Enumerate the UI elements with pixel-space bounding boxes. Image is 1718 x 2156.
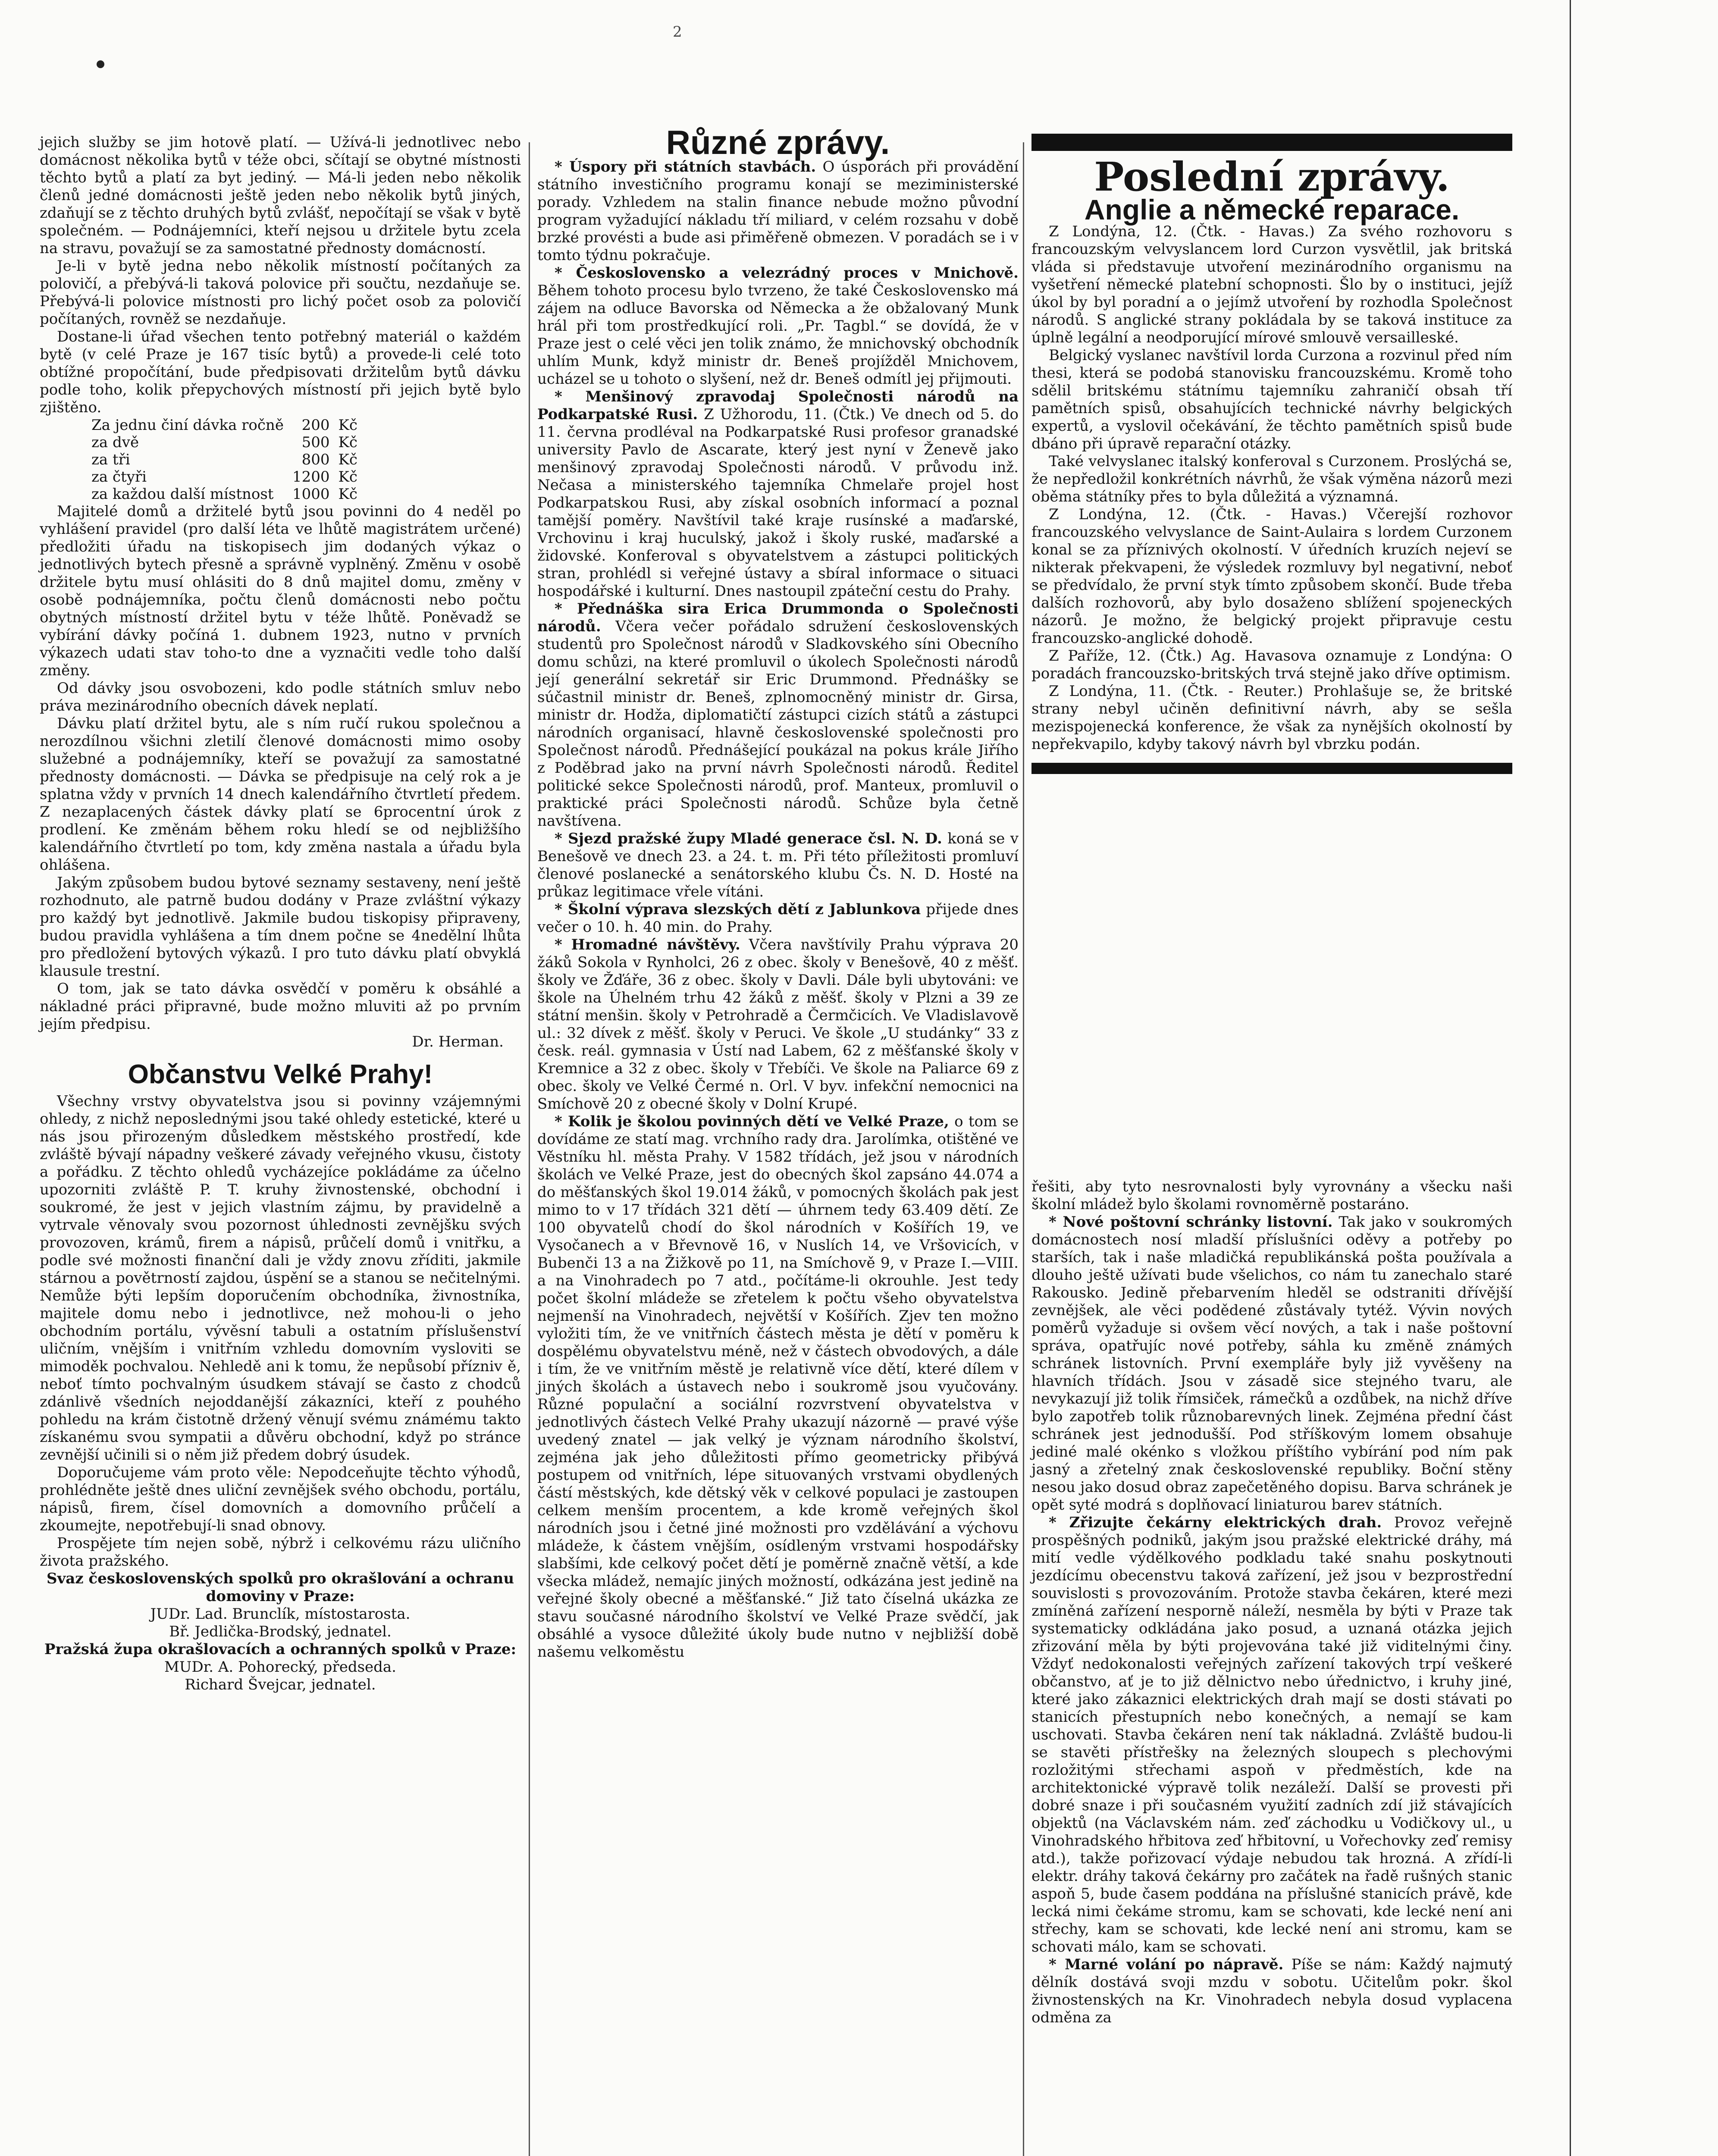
column-2 <box>537 123 1019 1661</box>
column-rule <box>529 142 530 2156</box>
author-signature: Dr. Herman. <box>412 1033 504 1050</box>
article-paragraph: Doporučujeme vám proto věle: Nepodceňujte těchto výhodů, prohlédněte ještě dnes uliční zevnějšek svého obchodu, portálu, nápisů, firem, čísel domovních a domovního průčelí a zkoumejte, nepotřebují-li snad obnovy. <box>40 1464 521 1534</box>
latest-news-banner: Poslední zprávy. <box>1094 154 1450 200</box>
article-paragraph: Z Londýna, 12. (Čtk. - Havas.) Včerejší rozhovor francouzského velvyslance de Saint-Aulaira s lordem Curzonem konal se za příznivých okolností. V úředních kruzích nejeví se nikterak překvapeni, že výsledek rozmluvy byl negativní, neboť se předvídalo, že první styk tímto způsobem skončí. Bude třeba dalších rozhovorů, aby bylo dosaženo sblížení spojeneckých názorů. Je možno, že belgický projekt připravuje cestu francouzsko-anglické dohodě. <box>1031 506 1512 647</box>
signatory: Bř. Jedlička-Brodský, jednatel. <box>169 1623 392 1640</box>
section-heading: Občanstvu Velké Prahy! <box>128 1059 433 1089</box>
article-paragraph: Belgický vyslanec navštívil lorda Curzona a rozvinul před ním thesi, která se podobá stanovisku francouzskému. Kromě toho sdělil britskému státnímu tajemníku zahraničí obsah tří pamětních spisů, obsahujících technické návrhy belgických expertů, a vyslovil očekávání, že těchto pamětních spisů bude dbáno při úpravě reparační otázky. <box>1031 347 1512 452</box>
signatory-org: Svaz československých spolků pro okrašlování a ochranu domoviny v Praze: <box>46 1570 514 1605</box>
page-number: 2 <box>673 23 682 41</box>
article-paragraph: Všechny vrstvy obyvatelstva jsou si povinny vzájemnými ohledy, z nichž neposlednými jsou také ohledy estetické, které u nás jsou přirozeným důsledkem městského prostředí, kde zvláště bývají nápadny veškeré závady veřejného vkusu, čistoty a pořádku. Z těchto ohledů vycházejíce pokládáme za účelno upozorniti zvláště P. T. kruhy živnostenské, obchodní i soukromé, že jest v jejich vlastním zájmu, by pravidelně a vytrvale věnovaly svou pozornost úhlednosti zevnějšku svých provozoven, krámů, firem a nápisů, průčelí domů i vnitřku, a podle své možnosti finanční dali je vždy znovu zříditi, jakmile stárnou a povětrností zajdou, úspění se a stanou se nečitelnými. Nemůže býti lepším doporučením obchodníka, živnostníka, majitele domu nebo i jednotlivce, než mohou-li o jeho obchodním portálu, vývěsní tabuli a ostatním příslušenství uličním, vnějším i vnitřním vzhledu domovním vysloviti se mimoděk pochvalou. Nehledě ani k tomu, že nepůsobí přízniv ě, neboť tímto pochvalným úsudkem stávají se často z chodců zdánlivě všedních nejoddanější zákazníci, kteří z pouhého pohledu na krám čistotně držený věnují svému známému takto získanému svou sympatii a důvěru obchodní, když po stránce zevnější učinili si o něm již předem dobrý úsudek. <box>40 1093 521 1463</box>
signatory-org: Pražská župa okrašlovacích a ochranných spolků v Praze: <box>44 1641 517 1658</box>
article-paragraph: Také velvyslanec italský konferoval s Curzonem. Proslýchá se, že nepředložil konkrétních návrhů, že však výměna názorů mezi oběma státníky přes to byla důležitá a významná. <box>1031 453 1512 505</box>
page-edge <box>1570 0 1571 2156</box>
news-item: * Úspory při státních stavbách. O úsporách při provádění státního investičního programu konají se meziministerské porady. Vzhledem na stalin finance nebude možno původní program vyžadující nákladu tří miliard, v celém rozsahu v době brzké provésti a bude asi přiměřeně obmezen. V poradách se i v tomto týdnu pokračuje. <box>537 158 1019 264</box>
article-paragraph: jejich služby se jim hotově platí. — Užívá-li jednotlivec nebo domácnost několika bytů v téže obci, sčítají se obytné místnosti těchto bytů a platí za byt jediný. — Má-li jeden nebo několik členů jedné domácnosti ještě jeden nebo několik bytů jiných, zdaňují se z těchto druhých bytů zvlášť, nepočítají se však v bytě společném. — Podnájemníci, kteří nejsou u držitele bytu zcela na stravu, považují se za samostatné přednosty domácností. <box>40 134 521 257</box>
news-item: * Československo a velezrádný proces v Mnichově. Během tohoto procesu bylo tvrzeno, že také Československo má zájem na odluce Bavorska od Německa a že obžalovaný Munk hrál při tom prostředkující roli. „Pr. Tagbl.“ se dovídá, že v Praze jest o celé věci jen tolik známo, že mnichovský obchodník uhlím Munk, když ministr dr. Beneš projížděl Mnichovem, ucházel se u tohoto o slyšení, než dr. Beneš odmítl jej přijmouti. <box>537 264 1019 388</box>
table-row: za každou další místnost 1000 Kč <box>91 486 357 503</box>
news-item: * Menšinový zpravodaj Společnosti národů na Podkarpatské Rusi. Z Užhorodu, 11. (Čtk.) Ve dnech od 5. do 11. června prodléval na Podkarpatské Rusi profesor granadské university Pavlo de Ascarate, který jest nyní v Ženevě jako menšinový zpravodaj Společnosti národů. V průvodu inž. Nečasa a ministerského tajemníka Chmelaře projel host Podkarpatskou Rusi, aby získal osobních informací a poznal tamější poměry. Navštívil také kraje rusínské a maďarské, Vrchovinu i kraj huculský, jakož i školy ruské, maďarské a židovské. Konferoval s obyvatelstvem a zástupci politických stran, prohlédl si veřejné ústavy a sbíral informace o situaci hospodářské i kulturní. Dnes nastoupil zpáteční cestu do Prahy. <box>537 388 1019 600</box>
tax-rate-table <box>91 417 366 503</box>
page-mark <box>97 60 104 68</box>
news-item: * Školní výprava slezských dětí z Jablunkova přijede dnes večer o 10. h. 40 min. do Prahy. <box>537 901 1019 936</box>
news-item: * Zřizujte čekárny elektrických drah. Provoz veřejně prospěšných podniků, jakým jsou pražské elektrické dráhy, má mití vedle výdělkového podkladu také snahu poskytnouti jezdícímu obecenstvu taková zařízení, jež jsou v bezprostřední souvislosti s provozováním. Protože stavba čekáren, které mezi zmíněná zařízení nesporně náleží, nesměla by býti v Praze tak systematicky odkládána jako posud, a uznaná otázka jejich zřizování měla by býti projevována také již viditelnými činy. Vždyť nedokonalosti veřejných zařízení takových trpí veškeré občanstvo, ať je to již dělnictvo nebo úřednictvo, i kruhy jiné, které jako zákaznici elektrických drah mají se dosti stávati po stanicích přestupních nebo konečných, a nemají se kam uschovati. Stavba čekáren není tak nákladná. Zvláště budou-li se stavěti přístřešky na železných sloupech s plechovými rozložitými střechami aspoň v předměstích, kde na architektonické výpravě tolik nezáleží. Další se provesti při dobré snaze i při současném využití zadních zdí již stávajících objektů (na Václavském nám. zeď záchodku u Vodičkovy ul., u Vinohradského hřbitova zeď hřbitovní, u Vořechovky zeď remisy atd.), takže pořizovací výdaje nebudou tak hrozná. A zřídí-li elektr. dráhy taková čekárny pro začátek na řadě rušných stanic aspoň 5, bude časem poddána na příslušné stanicích právě, kde lecká nimi čekáme stromu, kam se schovati, kde lecké není ani střechy, kam se schovati, kde lecké není ani stromu, kam se schovati málo, kam se schovati. <box>1031 1514 1512 1955</box>
table-row: za tři 800 Kč <box>91 451 357 468</box>
article-paragraph: Prospějete tím nejen sobě, nýbrž i celkovému rázu uličního života pražského. <box>40 1535 521 1570</box>
article-paragraph: řešiti, aby tyto nesrovnalosti byly vyrovnány a v⁠šecku naši školní mládež bylo školami rovnoměrně postaráno. <box>1031 1178 1512 1213</box>
article-paragraph: Z Londýna, 12. (Čtk. - Havas.) Za svého rozhovoru s francouzským velvyslancem lord Curzon vysvětlil, jak britská vláda si představuje utvoření mezinárodního organismu na vyšetření německé platební schopnosti. Šlo by o instituci, jejíž úkol by byl poradní a o jejímž utvoření by rozhodla Společnost národů. S anglické strany pokládala by se taková instituce za úplně legální a neodporující mírové smlouvě versailleské. <box>1031 223 1512 346</box>
article-paragraph: Je-li v bytě jedna nebo několik místností počítaných za polovičí, a přebývá-li taková polovice při součtu, nezdaňuje se. Přebývá-li polovice místnosti pro lichý počet osob za polovičí počítaných, rovněž se nezdaňuje. <box>40 257 521 328</box>
section-heading: Anglie a německé reparace. <box>1084 194 1460 226</box>
column-1 <box>40 134 521 1694</box>
article-paragraph: Jakým způsobem budou bytové seznamy sestaveny, není ještě rozhodnuto, ale patrně budou dodány v Praze zvláštní výkazy pro každý byt jednotlivě. Jakmile budou tiskopisy připraveny, budou pravidla vyhlášena a tím dnem počne se 4nedělní lhůta pro předložení bytových výkazů. I pro tuto dávku platí obvyklá klausule trestní. <box>40 874 521 980</box>
column-3-continued <box>1031 1178 1512 2027</box>
news-item: * Přednáška sira Erica Drummonda o Společnosti národů. Včera večer pořádalo sdružení československých studentů pro Společnost národů v Sladkovského síni Obecního domu schůzi, na které promluvil o úkolech Společnosti národů její generální sekretář sir Eric Drummond. Přednášky se súčastnil ministr dr. Beneš, zplnomocněný ministr dr. Girsa, ministr dr. Hodža, diplomatičtí zástupci cizích států a zástupci národních organisací, hlavně československé společnosti pro Společnost národů. Přednášející poukázal na pokus krále Jiřího z Poděbrad jako na první návrh Společnosti národů. Ředitel politické sekce Společnosti národů, prof. Manteux, promluvil o praktické práci Společnosti národů. Schůze byla četně navštívena. <box>537 600 1019 830</box>
table-row: za dvě 500 Kč <box>91 434 357 451</box>
article-paragraph: Z Londýna, 11. (Čtk. - Reuter.) Prohlašuje se, že britské strany nebyl učiněn definitivní návrh, aby se sešla mezispojenecká konference, že však za nynějších okolností by nepřekvapilo, kdyby takový návrh byl vbrzku podán. <box>1031 683 1512 753</box>
news-item: * Marné volání po nápravě. Píše se nám: Každý najmutý dělník dostává svoji mzdu v sobotu. Učitelům pokr. škol živnostenských na Kr. Vinohradech nebyla dosud vyplacena odměna za <box>1031 1956 1513 2026</box>
article-paragraph: Majitelé domů a držitelé bytů jsou povinni do 4 neděl po vyhlášení pravidel (pro další léta ve lhůtě magistrátem určené) předložiti úřadu na tiskopisech jim dodaných výkaz o jednotlivých bytech přesně a správně vyplněný. Změnu v osobě držitele bytu musí ohlásiti do 8 dnů majitel domu, změny v osobě podnájemníka, počtu členů domácnosti nebo počtu obytných místností držitel bytu v téže lhůtě. Poněvadž se vybírání dávky počíná 1. dubnem 1923, nutno v prvních výkazech udati stav toho-to dne a vyznačiti vedle toho další změny. <box>40 503 521 679</box>
news-item: * Hromadné návštěvy. Včera navštívily Prahu výprava 20 žáků Sokola v Rynholci, 26 z obec. školy v Benešově, 40 z měšť. školy ve Žďáře, 36 z obec. školy v Davli. Dále byli ubytováni: ve škole na Úhelném trhu 42 žáků z měšť. školy v Plzni a 39 ze státní menšin. školy v Petrohradě a Čermčicích. Ve Vladislavově ul.: 32 dívek z měšť. školy v Peruci. Ve škole „U studánky“ 33 z česk. reál. gymnasia v Ústí nad Labem, 62 z měšťanské školy v Kremnice a 32 z obec. školy v Třebíči. Ve škole na Paliarce 69 z obec. školy ve Velké Čermé n. Orl. V byv. infekční nemocnici na Smíchově 20 z obecné školy v Dolní Krupé. <box>537 936 1019 1112</box>
banner-rule <box>1031 134 1512 151</box>
news-item: * Sjezd pražské župy Mladé generace čsl. N. D. koná se v Benešově ve dnech 23. a 24. t. m. Při této příležitosti promluví členové poslanecké a senátorského klubu Čs. N. D. Hosté na průkaz legitimace vřele vítáni. <box>537 830 1019 900</box>
news-item: * Kolik je školou povinných dětí ve Velké Praze, o tom se dovídáme ze statí mag. vrchního rady dra. Jarolímka, otištěné ve Věstníku hl. města Prahy. V 1582 třídách, jež jsou v národních školách ve Velké Praze, jest do obecných škol zapsáno 44.074 a do měšťanských škol 19.014 žáků, v pomocných školách pak jest mimo to v 17 třídách 321 dětí — úhrnem tedy 63.409 dětí. Ze 100 obyvatelů chodí do škol národních v Košířích 19, ve Vysočanech a v Břevnově 16, v Nuslích 14, ve Vršovicích, v Bubenči 13 a na Žižkově po 11, na Smíchově 9, v Praze I.—VIII. a na Vinohradech po 7 atd., počítáme-li okrouhle. Jest tedy počet školní mládeže se zřetelem k počtu všeho obyvatelstva nejmenší na Vinohradech, největší v Košířích. Zjev ten možno vyložiti tím, že ve vnitřních částech města je dětí v poměru k dospělému obyvatelstvu méně, než v částech obvodových, a dále i tím, že ve vnitřním městě je relativně více dětí, které dílem v jiných školách a ústavech nebo i soukromě jsou vyučovány. Různé populační a sociální rozvrstvení obyvatelstva v jednotlivých částech Velké Prahy ukazují názorně — pravé výše uvedený znatel — jak velký je význam národního školství, zejména jak jeho důležitosti přímo geometricky přibývá postupem od vnitřních, lépe situovaných vrstvami obydlených částí městských, kde dětský věk v celkové populaci je zastoupen celkem menším procentem, a kde kromě veřejných škol národních jsou i četné jiné možnosti pro vzdělávání a výchovu mládeže, k částem vnějším, osídleným vrstvami hospodářsky slabšími, kde celkový počet dětí je poměrně značně větší, a kde všecka mládež, nemajíc jiných možností, odkázána jest jedině na veřejné školy obecné a měšťanské.“ Již tato číselná ukázka ze stavu současné národního školství ve Velké Praze svědčí, jak obsáhlé a vysoce důležité úkoly bude nutno v nejbližší době našemu velkoměstu <box>537 1113 1019 1661</box>
article-paragraph: O tom, jak se tato dávka osvědčí v poměru k obsáhlé a nákladné práci připravné, bude možno mluviti až po prvním jejím předpisu. <box>40 980 521 1033</box>
signatory: MUDr. A. Pohorecký, předseda. <box>164 1658 396 1676</box>
article-paragraph: Z Paříže, 12. (Čtk.) Ag. Havasova oznamuje z Londýna: O poradách francouzsko-britských trvá stejně jako dříve optimism. <box>1031 647 1512 682</box>
column-3 <box>1031 134 1512 774</box>
article-paragraph: Dávku platí držitel bytu, ale s ním ručí rukou společnou a nerozdílnou všichni zletilí členové domácnosti mimo osoby služebné a podnájemníky, kteří se považují za samostatné přednosty domácnosti. — Dávka se předpisuje na celý rok a je splatna vždy v prvních 14 dnech kalendářního čtvrtletí předem. Z nezaplacených částek dávky platí se 6procentní úrok z prodlení. Ke změnám během roku hledí se od nejbližšího kalendářního čtvrtletí po tom, kdy změna nastala a úřadu byla ohlášena. <box>40 715 521 874</box>
news-item: * Nové poštovní schránky listovní. Tak jako v soukromých domácnostech nosí mladší příslušníci oděvy a potřeby po starších, tak i naše mladičká republikánská pošta používala a dlouho ještě užívati bude všelichos, co nám tu zanechalo staré Rakousko. Jedině přebarvením hleděl se odstraniti dřívější zevnějšek, ale věci podědené zůstávaly tytéž. Vývin nových poměrů vyžaduje si ovšem věcí nových, a tak i naše poštovní správa, opatřujíc nové potřeby, sáhla ku změně známých schránek listovních. První exempláře byly již vyvěšeny na hlavních třídách. Jsou v zásadě sice stejného tvaru, ale nevykazují již tolik římsiček, rámečků a ozdůbek, na nichž dříve bylo zapotřeb tolik různobarevných linek. Zejména přední část schránek jest jednodušší. Pod stříškovým lomem obsahuje jediné malé okénko s vložkou příštího vybírání pod ním pak jasný a zřetelný znak československé republiky. Boční stěny nesou jako dosud obraz zapečetěného dopisu. Barva schránek je opět syté modrá s doplňovací liniaturou barev státních. <box>1031 1213 1512 1514</box>
signatory: Richard Švejcar, jednatel. <box>185 1676 376 1693</box>
table-row: za čtyři 1200 Kč <box>91 468 357 486</box>
section-heading: Různé zprávy. <box>666 123 890 161</box>
section-rule <box>1031 763 1512 774</box>
article-paragraph: Od dávky jsou osvobozeni, kdo podle státních smluv nebo práva mezinárodního obecních dávek neplatí. <box>40 680 521 714</box>
column-rule <box>1023 142 1024 2156</box>
signatory: JUDr. Lad. Brunclík, místostarosta. <box>150 1605 411 1623</box>
table-row: Za jednu činí dávka ročně 200 Kč <box>91 417 357 434</box>
article-paragraph: Dostane-li úřad všechen tento potřebný materiál o každém bytě (v celé Praze je 167 tisíc bytů) a provede-li celé toto obtížné propočítání, bude předpisovati držitelům bytů dávku podle toho, kolik přepychových místností při jejich bytě bylo zjištěno. <box>40 328 521 416</box>
